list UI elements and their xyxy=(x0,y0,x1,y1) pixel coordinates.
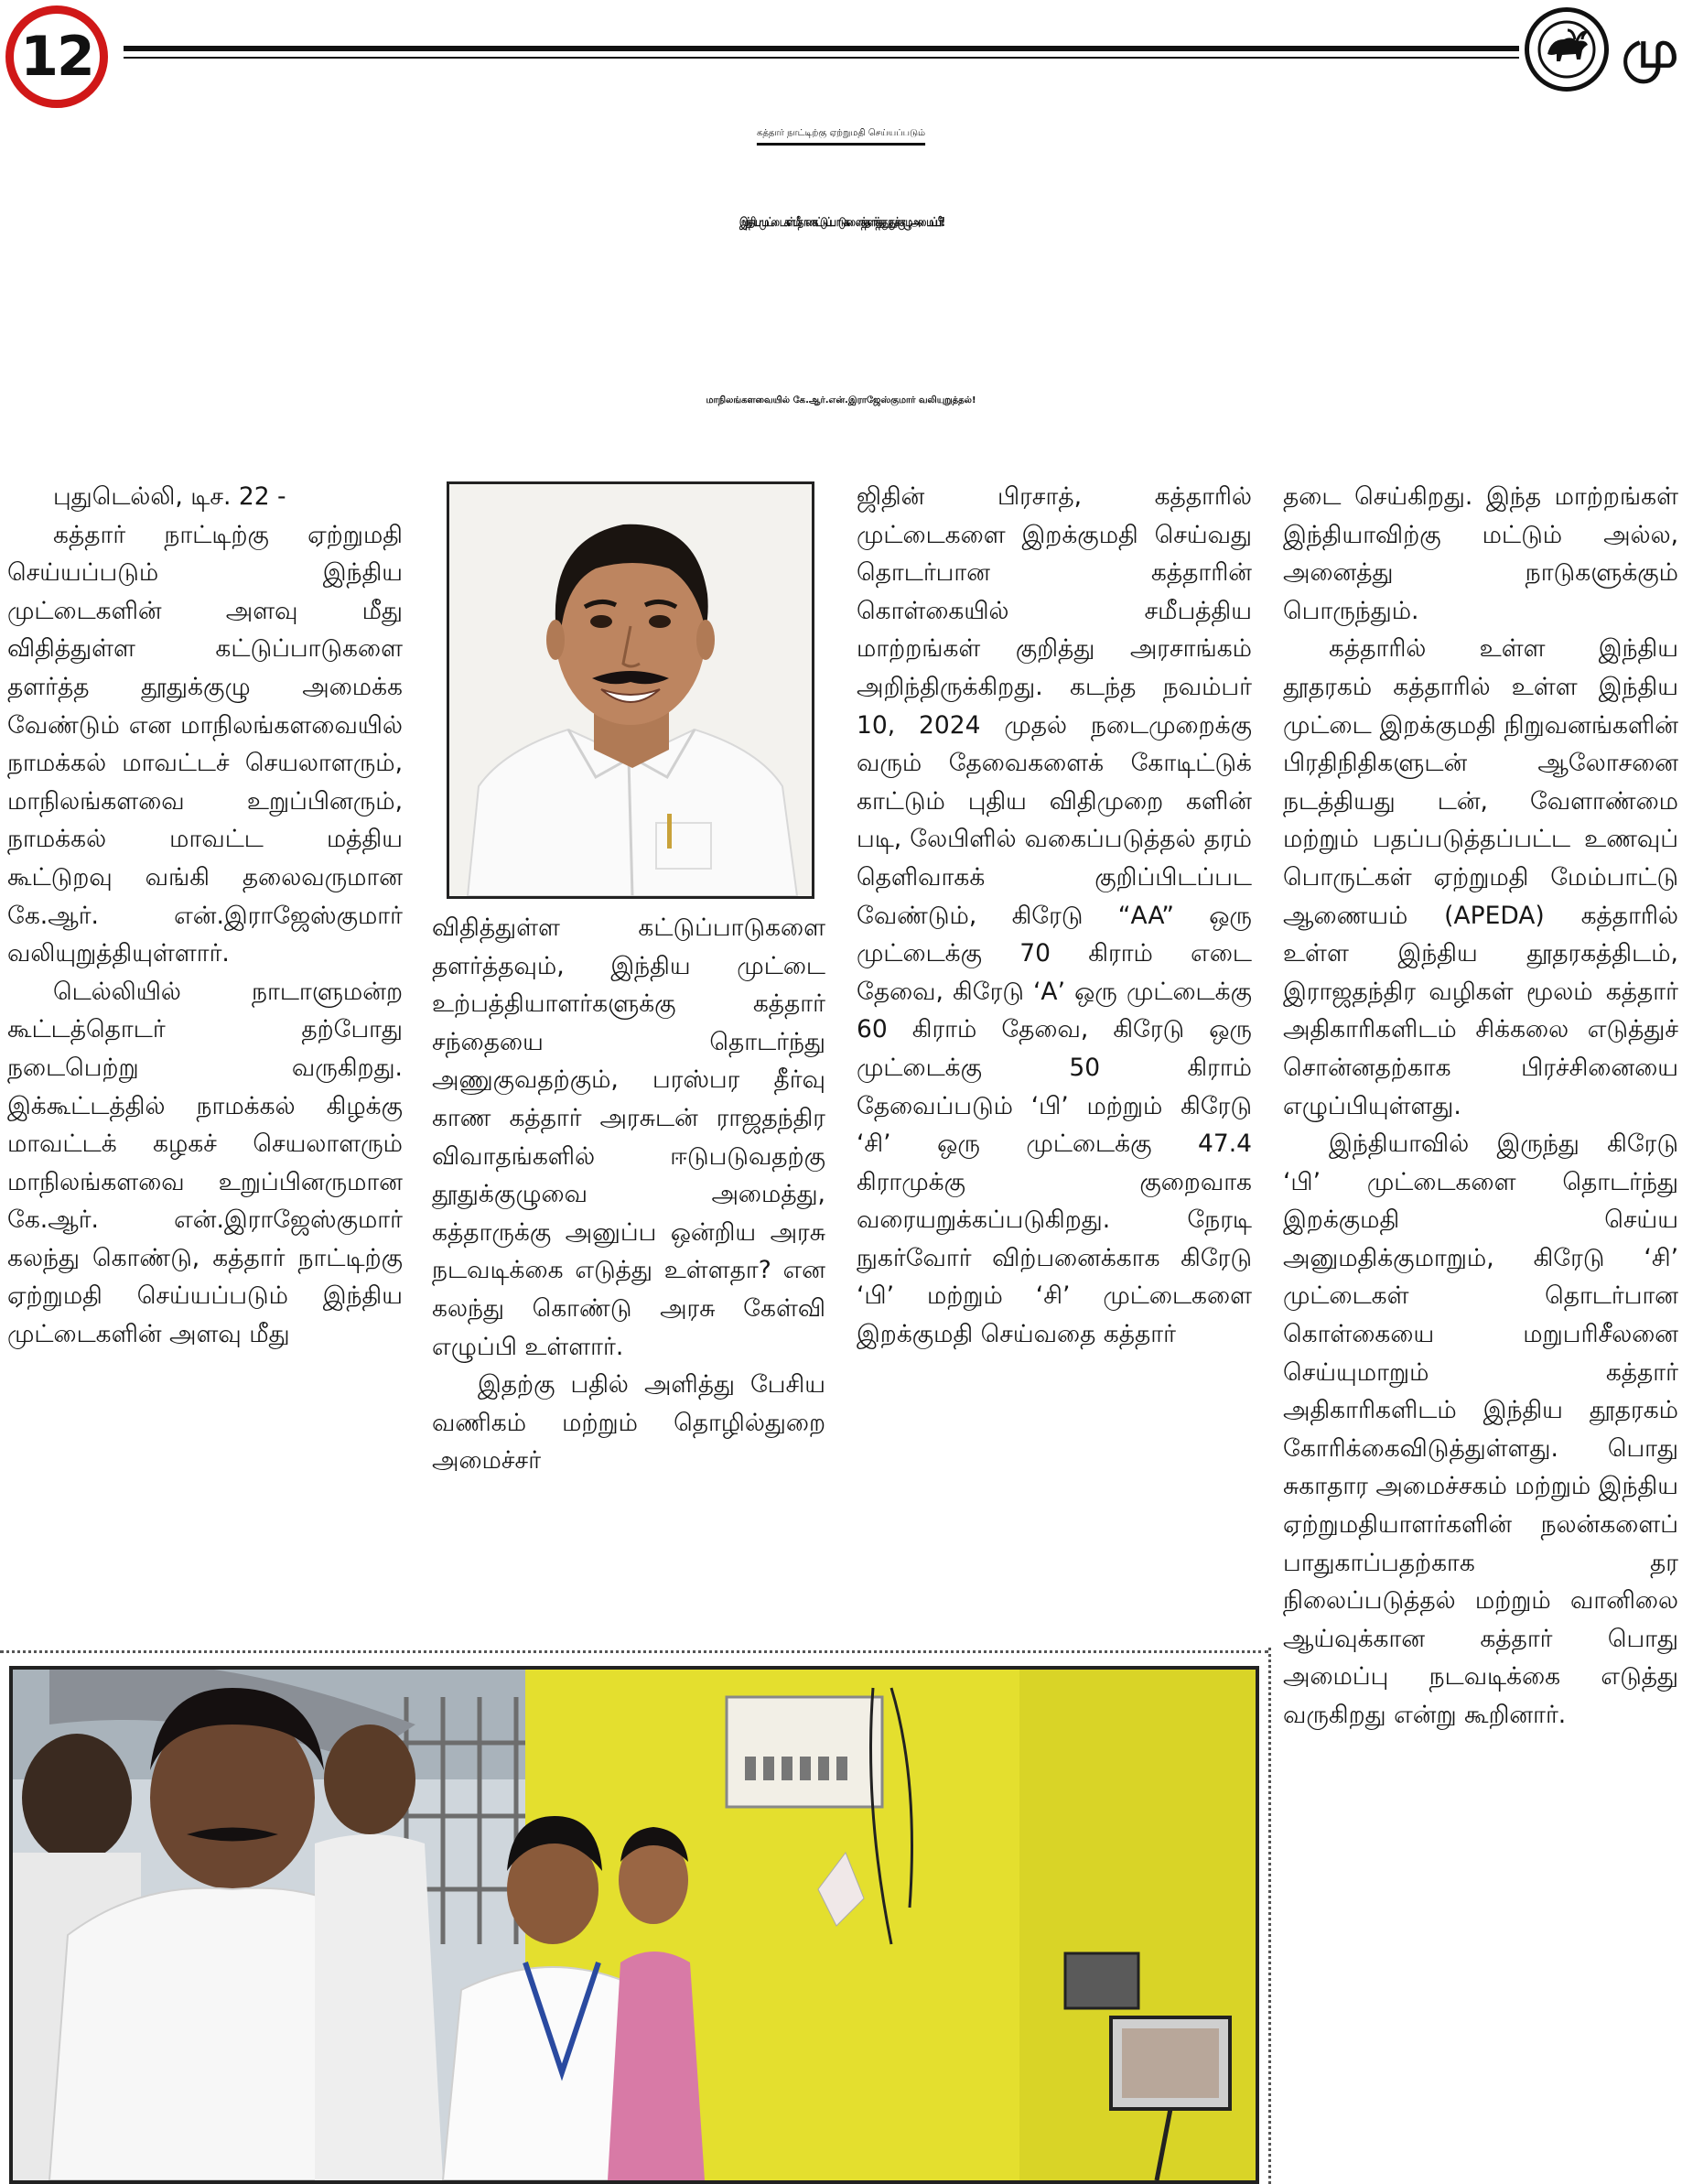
paragraph: ஜிதின் பிரசாத், கத்தாரில் முட்டைகளை இறக்குமதி செய்வது தொடர்பான கத்தாரின் கொள்கையில் சமீபத்திய மாற்றங்கள் குறித்து அரசாங்கம் அறிந்திருக்கிறது. கடந்த நவம்பர் 10, 2024 முதல் நடைமுறைக்கு வரும் தேவைகளைக் கோடிட்டுக் காட்டும் புதிய விதிமுறை களின் படி, லேபிளில் வகைப்படுத்தல் தரம் தெளிவாகக் குறிப்பிடப்பட வேண்டும், கிரேடு “AA” ஒரு முட்டைக்கு 70 கிராம் எடை தேவை, கிரேடு ‘A’ ஒரு முட்டைக்கு 60 கிராம் தேவை, கிரேடு ஒரு முட்டைக்கு 50 கிராம் தேவைப்படும் ‘பி’ மற்றும் கிரேடு ‘சி’ ஒரு முட்டைக்கு 47.4 கிராமுக்கு குறைவாக வரையறுக்கப்படுகிறது. நேரடி நுகர்வோர் விற்பனைக்காக கிரேடு ‘பி’ மற்றும் ‘சி’ முட்டைகளை இறக்குமதி செய்வதை கத்தார் xyxy=(857,482,1252,1349)
column-divider xyxy=(1268,1648,1271,2184)
news-photo xyxy=(9,1666,1259,2184)
article-headline: இந்திய முட்டைகள் மீதான கட்டுப்பாடுகளைத் தளர்த்த தூதுக்குழு அமைப்பீர்! xyxy=(739,216,943,230)
article-column-4 xyxy=(1283,478,1678,1735)
article-column-3 xyxy=(857,478,1252,1354)
paragraph: டெல்லியில் நாடாளுமன்ற கூட்டத்தொடர் தற்போது நடைபெற்று வருகிறது. இக்கூட்டத்தில் நாமக்கல் கிழக்கு மாவட்டக் கழகச் செயலாளரும் மாநிலங்களவை உறுப்பினருமான கே.ஆர். என்.இராஜேஸ்குமார் கலந்து கொண்டு, கத்தார் நாட்டிற்கு ஏற்றுமதி செய்யப்படும் இந்திய முட்டைகளின் அளவு மீது xyxy=(7,977,403,1349)
header-rule-thick xyxy=(124,46,1519,51)
article-kicker xyxy=(0,128,1682,139)
portrait-photo xyxy=(447,481,814,899)
article-column-1 xyxy=(7,478,403,1354)
paragraph: இந்தியாவில் இருந்து கிரேடு ‘பி’ முட்டைகளை தொடர்ந்து இறக்குமதி செய்ய அனுமதிக்குமாறும், கிரேடு ‘சி’ முட்டைகள் தொடர்பான கொள்கையை மறுபரிசீலனை செய்யுமாறும் கத்தார் அதிகாரிகளிடம் இந்திய தூதரகம் கோரிக்கைவிடுத்துள்ளது. பொது சுகாதார அமைச்சகம் மற்றும் இந்திய ஏற்றுமதியாளர்களின் நலன்களைப் பாதுகாப்பதற்காக தர நிலைப்படுத்தல் மற்றும் வானிலை ஆய்வுக்கான கத்தார் பொது அமைப்பு நடவடிக்கை எடுத்து வருகிறது என்று கூறினார். xyxy=(1283,1130,1678,1729)
article-subhead: மாநிலங்களவையில் கே.ஆர்.என்.இராஜேஸ்குமார் வலியுறுத்தல்! xyxy=(706,395,976,405)
paragraph: தடை செய்கிறது. இந்த மாற்றங்கள் இந்தியாவிற்கு மட்டும் அல்ல, அனைத்து நாடுகளுக்கும் பொருந்தும். xyxy=(1283,482,1678,625)
paragraph: கத்தாரில் உள்ள இந்திய தூதரகம் கத்தாரில் உள்ள இந்திய முட்டை இறக்குமதி நிறுவனங்களின் பிரதிநிதிகளுடன் ஆலோசனை நடத்தியது டன், வேளாண்மை மற்றும் பதப்படுத்தப்பட்ட உணவுப் பொருட்கள் ஏற்றுமதி மேம்பாட்டு ஆணையம் (APEDA) கத்தாரில் உள்ள இந்திய தூதரகத்திடம், இராஜதந்திர வழிகள் மூலம் கத்தார் அதிகாரிகளிடம் சிக்கலை எடுத்துச் சொன்னதற்காக பிரச்சினையை எழுப்பியுள்ளது. xyxy=(1283,634,1678,1120)
section-divider xyxy=(0,1650,1268,1653)
masthead-fragment: மு xyxy=(1622,20,1679,80)
article-column-2 xyxy=(432,909,825,1480)
page-number-badge: 12 xyxy=(5,5,108,108)
paragraph: விதித்துள்ள கட்டுப்பாடுகளை தளர்த்தவும், இந்திய முட்டை உற்பத்தியாளர்களுக்கு கத்தார் சந்தையை தொடர்ந்து அணுகுவதற்கும், பரஸ்பர தீர்வு காண கத்தார் அரசுடன் ராஜதந்திர விவாதங்களில் ஈடுபடுவதற்கு தூதுக்குழுவை அமைத்து, கத்தாருக்கு அனுப்ப ஒன்றிய அரசு நடவடிக்கை எடுத்து உள்ளதா? என கலந்து கொண்டு அரசு கேள்வி எழுப்பி உள்ளார். xyxy=(432,914,825,1361)
paragraph: கத்தார் நாட்டிற்கு ஏற்றுமதி செய்யப்படும் இந்திய முட்டைகளின் அளவு மீது விதித்துள்ள கட்டுப்பாடுகளை தளர்த்த தூதுக்குழு அமைக்க வேண்டும் என மாநிலங்களவையில் நாமக்கல் மாவட்டச் செயலாளரும், மாநிலங்களவை உறுப்பினரும், நாமக்கல் மாவட்ட மத்திய கூட்டுறவு வங்கி தலைவருமான கே.ஆர். என்.இராஜேஸ்குமார் வலியுறுத்தியுள்ளார். xyxy=(7,520,403,968)
bull-logo-icon xyxy=(1525,7,1609,92)
dateline: புதுடெல்லி, டிச. 22 - xyxy=(53,482,286,511)
paragraph: இதற்கு பதில் அளித்து பேசிய வணிகம் மற்றும் தொழில்துறை அமைச்சர் xyxy=(432,1370,825,1476)
header-rule-thin xyxy=(124,57,1519,59)
article-kicker-text: கத்தார் நாட்டிற்கு ஏற்றுமதி செய்யப்படும் xyxy=(756,128,926,138)
